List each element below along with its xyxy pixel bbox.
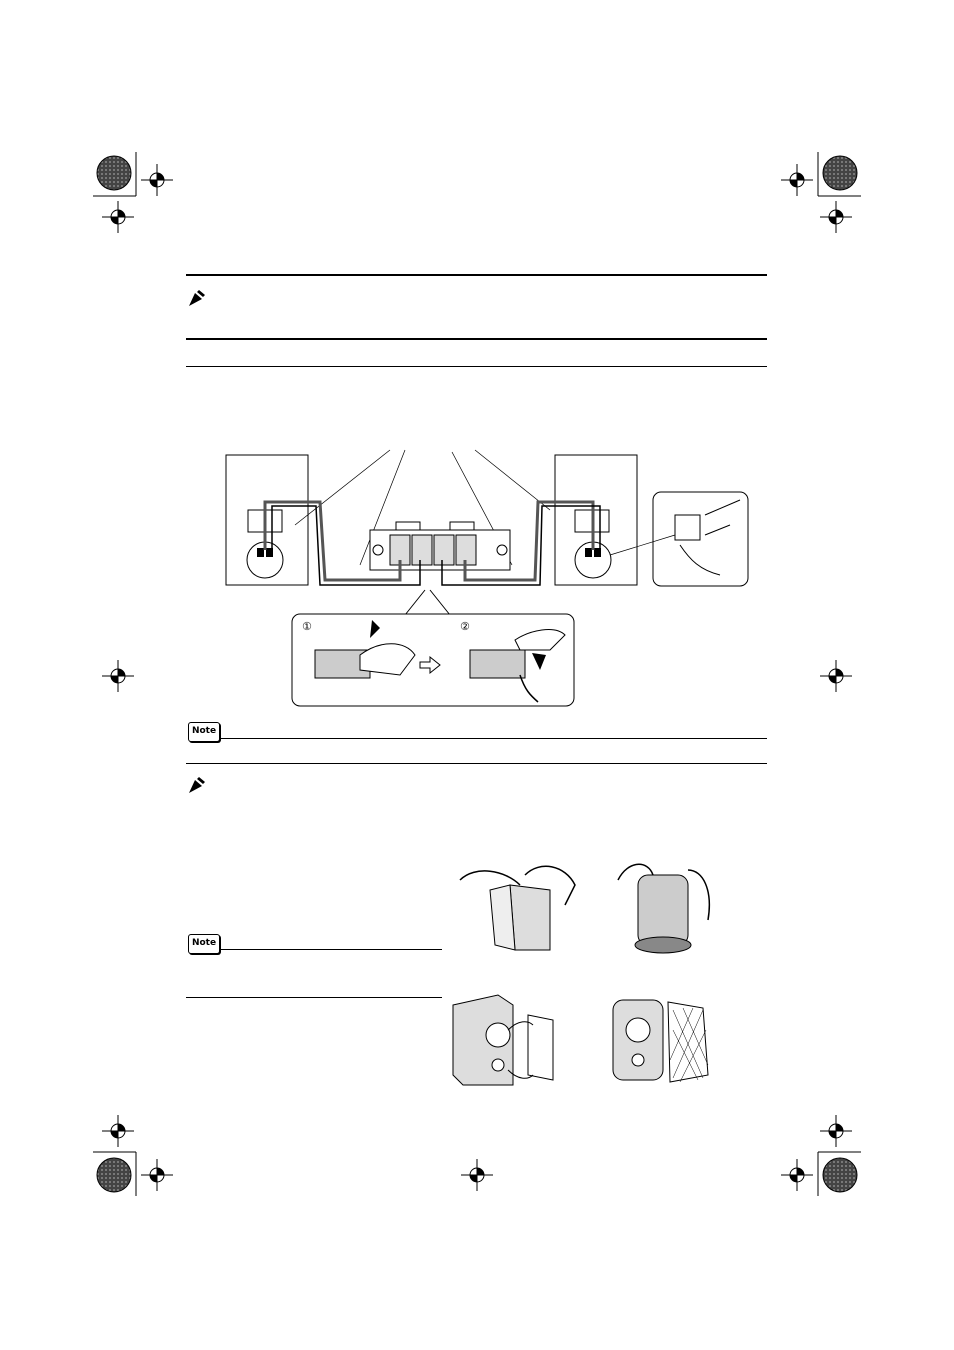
- section-divider-rule: [186, 338, 767, 340]
- section-rule: [186, 763, 767, 764]
- speaker-wiring-figure: [220, 440, 780, 730]
- grille-removal-figure-1: [450, 850, 590, 960]
- note-end-rule: [186, 997, 442, 998]
- grille-attach-figure-2: [608, 990, 728, 1090]
- section-top-rule: [186, 274, 767, 276]
- pencil-caution-icon: [186, 776, 206, 796]
- grille-removal-figure-2: [608, 850, 728, 960]
- note-badge: Note: [188, 722, 220, 742]
- step2-marker: ②: [460, 620, 470, 633]
- note-badge: Note: [188, 934, 220, 954]
- pencil-caution-icon: [186, 289, 206, 309]
- grille-attach-figure-1: [448, 990, 578, 1090]
- step1-marker: ①: [302, 620, 312, 633]
- note-rule: [220, 738, 767, 739]
- subsection-rule: [186, 366, 767, 367]
- note-rule: [220, 949, 442, 950]
